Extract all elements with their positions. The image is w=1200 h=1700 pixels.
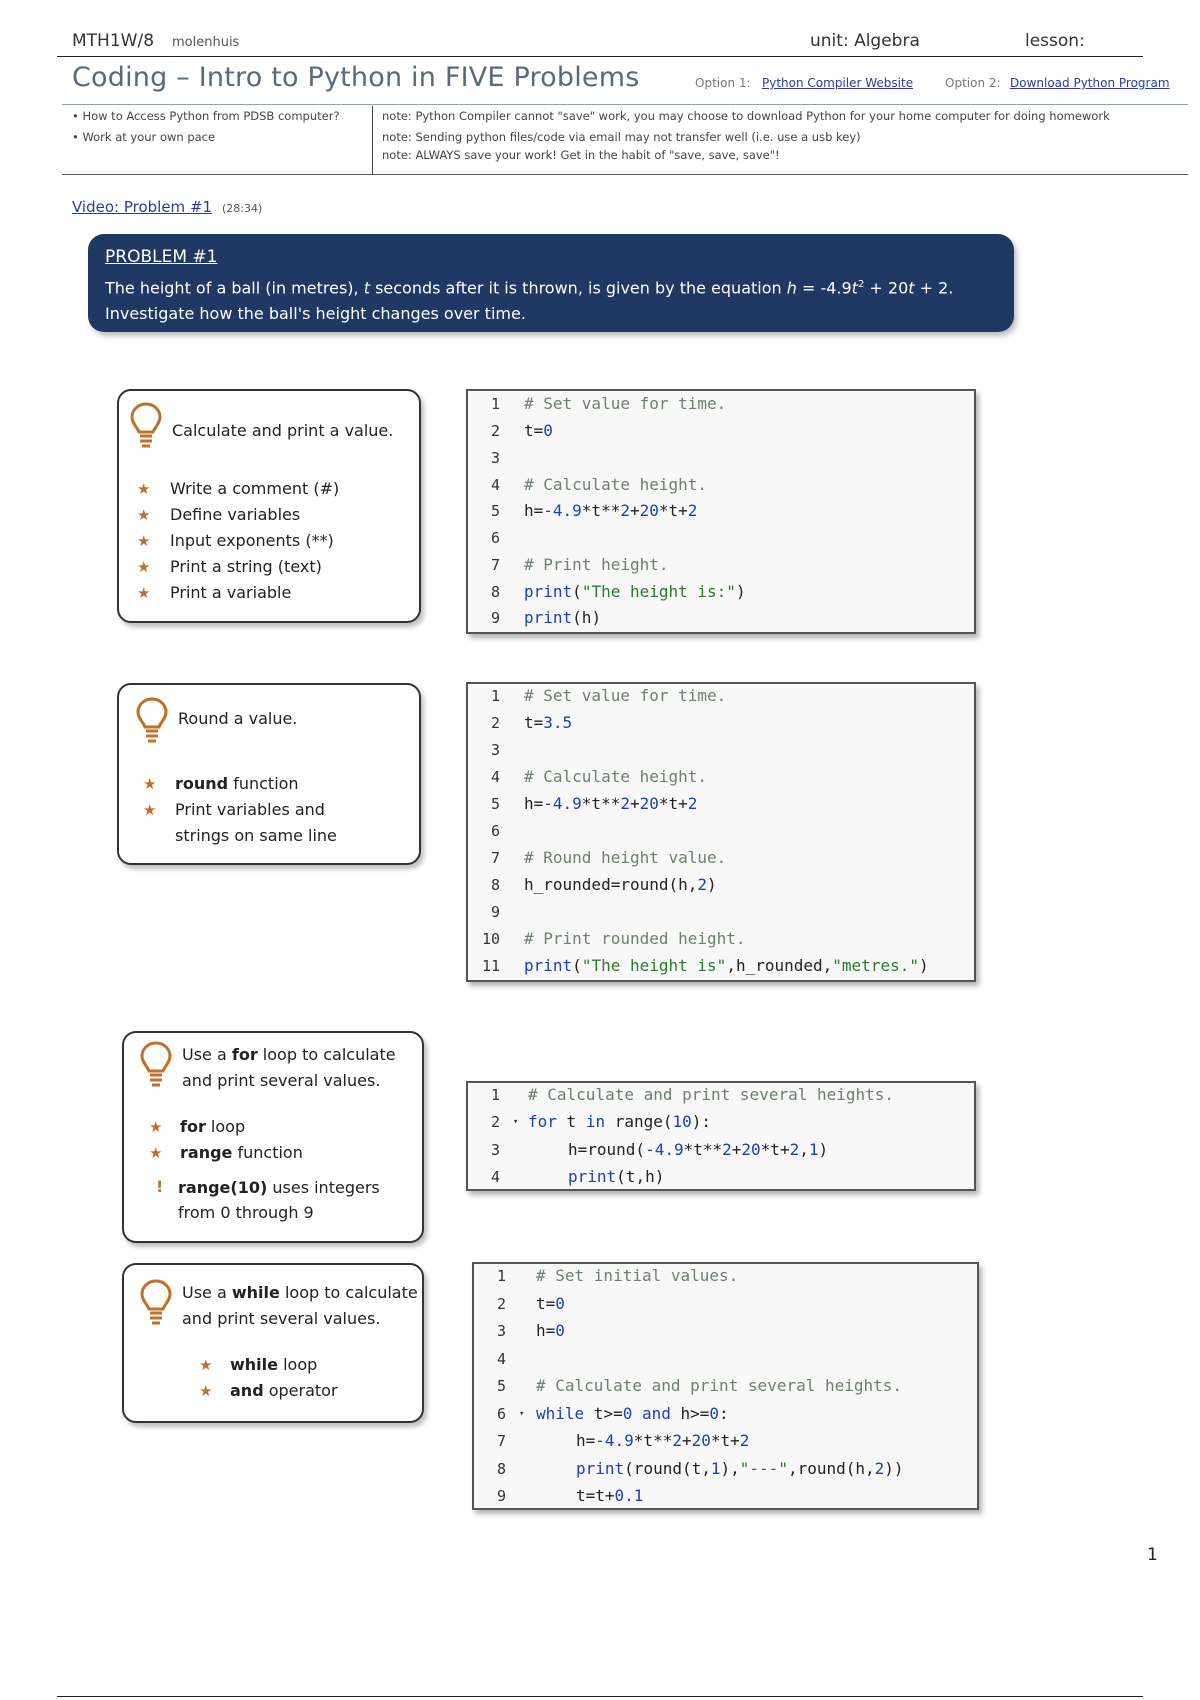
item-text: loop xyxy=(278,1355,318,1374)
var-h: h xyxy=(786,278,797,298)
code-token: 2 xyxy=(874,1459,885,1478)
code-token: t= xyxy=(524,713,544,732)
line-number: 4 xyxy=(496,1350,506,1368)
access-note: • How to Access Python from PDSB computer? xyxy=(72,109,340,123)
code-token: -4.9 xyxy=(595,1431,634,1450)
star-icon: ★ xyxy=(137,558,151,576)
tip1-item: Input exponents (**) xyxy=(170,531,334,550)
problem-statement xyxy=(105,272,1005,327)
tip4-heading-line1 xyxy=(182,1280,418,1306)
python-compiler-link[interactable]: Python Compiler Website xyxy=(762,76,914,90)
code-line xyxy=(568,1167,664,1186)
code-line xyxy=(576,1486,643,1505)
header-rule-bottom xyxy=(62,174,1188,175)
code-line xyxy=(576,1431,749,1450)
lightbulb-icon xyxy=(138,1278,174,1326)
code-token: *t+ xyxy=(658,501,688,520)
code-token: *t+ xyxy=(710,1431,740,1450)
line-number: 3 xyxy=(490,1141,500,1159)
code-block-1 xyxy=(466,389,976,634)
note-email: note: Sending python files/code via email may not transfer well (i.e. use a usb key) xyxy=(382,130,861,144)
item-text: function xyxy=(232,1143,303,1162)
code-token: 10 xyxy=(672,1112,692,1131)
code-token: ) xyxy=(735,582,746,601)
problem-text-d: + 20 xyxy=(864,278,909,298)
line-number: 9 xyxy=(490,903,500,921)
code-token: t>= xyxy=(584,1404,623,1423)
line-number: 5 xyxy=(490,795,500,813)
notes-divider xyxy=(372,106,373,174)
star-icon: ★ xyxy=(137,532,151,550)
code-token: , xyxy=(799,1140,809,1159)
problem-text-e: + 2. xyxy=(914,278,954,298)
item-text: loop xyxy=(205,1117,246,1136)
line-number: 1 xyxy=(490,1086,500,1104)
code-line xyxy=(528,1112,711,1131)
line-number: 9 xyxy=(490,609,500,627)
fold-arrow-icon[interactable]: ▾ xyxy=(519,1409,525,1419)
tip3-heading-line1 xyxy=(182,1042,396,1068)
code-token: 2 xyxy=(620,794,630,813)
keyword-and: and xyxy=(230,1381,264,1400)
line-number: 5 xyxy=(496,1377,506,1395)
code-line: # Calculate and print several heights. xyxy=(528,1085,895,1104)
code-token: 3.5 xyxy=(543,713,573,732)
code-token: ( xyxy=(572,582,582,601)
line-number: 1 xyxy=(490,395,500,413)
code-line xyxy=(536,1294,565,1313)
code-token: : xyxy=(719,1404,729,1423)
code-token: *t+ xyxy=(760,1140,790,1159)
keyword-while: while xyxy=(231,1283,280,1302)
heading-text: loop to calculate xyxy=(257,1045,396,1064)
tip2-heading: Round a value. xyxy=(178,709,298,728)
code-token: range( xyxy=(605,1112,673,1131)
code-line xyxy=(536,1321,565,1340)
fold-arrow-icon[interactable]: ▾ xyxy=(513,1117,519,1127)
code-token: h= xyxy=(536,1321,556,1340)
line-number: 9 xyxy=(496,1487,506,1505)
lesson-label: lesson: xyxy=(1025,31,1085,51)
tip3-heading-line2: and print several values. xyxy=(182,1071,381,1090)
code-token: "The height is:" xyxy=(581,582,736,601)
tip4-item-while xyxy=(230,1352,317,1378)
code-token: print xyxy=(524,608,573,627)
line-number: 2 xyxy=(490,422,500,440)
code-token: (t,h) xyxy=(616,1167,665,1186)
line-number: 7 xyxy=(490,849,500,867)
code-token: ) xyxy=(707,875,717,894)
code-token: t xyxy=(556,1112,586,1131)
line-number: 11 xyxy=(481,957,500,975)
var-t2: t xyxy=(851,278,858,298)
problem-text-c: = -4.9 xyxy=(796,278,852,298)
code-token: )) xyxy=(884,1459,904,1478)
line-number: 7 xyxy=(490,556,500,574)
code-token: print xyxy=(524,582,573,601)
code-token: h>= xyxy=(670,1404,710,1423)
line-number: 6 xyxy=(496,1405,506,1423)
line-number: 6 xyxy=(490,529,500,547)
line-number: 8 xyxy=(490,876,500,894)
star-icon: ★ xyxy=(137,584,151,602)
code-line xyxy=(576,1459,904,1478)
code-token: "The height is" xyxy=(581,956,727,975)
code-line: # Calculate height. xyxy=(524,767,708,786)
code-line: # Calculate and print several heights. xyxy=(536,1376,903,1395)
tip3-item-for xyxy=(180,1114,245,1140)
code-token: h_rounded=round(h, xyxy=(524,875,698,894)
code-token: + xyxy=(681,1431,692,1450)
line-number: 4 xyxy=(490,768,500,786)
warning-icon: ! xyxy=(156,1177,164,1196)
code-token: -4.9 xyxy=(543,794,582,813)
code-line xyxy=(524,713,572,732)
item-text: function xyxy=(228,774,299,793)
lightbulb-icon xyxy=(138,1040,174,1088)
code-block-3 xyxy=(466,1081,976,1191)
code-token: ( xyxy=(572,956,582,975)
code-token: + xyxy=(731,1140,742,1159)
unit-label: unit: Algebra xyxy=(810,31,920,51)
code-token: for xyxy=(528,1112,557,1131)
code-token: 20 xyxy=(639,794,659,813)
code-token: + xyxy=(629,794,640,813)
code-token: while xyxy=(536,1404,585,1423)
line-number: 3 xyxy=(496,1322,506,1340)
line-number: 7 xyxy=(496,1432,506,1450)
star-icon: ★ xyxy=(199,1382,213,1400)
line-number: 1 xyxy=(496,1267,506,1285)
keyword-while: while xyxy=(230,1355,278,1374)
tip2-item-round xyxy=(175,771,299,797)
line-number: 2 xyxy=(496,1295,506,1313)
course-code: MTH1W/8 xyxy=(72,31,155,51)
code-block-4 xyxy=(472,1262,979,1510)
code-token: t= xyxy=(536,1294,556,1313)
code-token: t=t+ xyxy=(576,1486,615,1505)
code-line xyxy=(568,1140,828,1159)
tip3-item-range xyxy=(180,1140,303,1166)
code-token: 0 xyxy=(622,1404,633,1423)
problem-text-a: The height of a ball (in metres), xyxy=(105,278,364,298)
option1-label: Option 1: xyxy=(695,76,751,90)
code-token: *t** xyxy=(581,501,621,520)
download-python-link[interactable]: Download Python Program xyxy=(1010,76,1170,90)
tip1-item: Print a variable xyxy=(170,583,292,602)
code-token: print xyxy=(576,1459,625,1478)
tip1-item: Print a string (text) xyxy=(170,557,322,576)
pace-note: • Work at your own pace xyxy=(72,130,216,144)
code-line: # Print rounded height. xyxy=(524,929,746,948)
code-token: 2 xyxy=(687,794,698,813)
code-token: *t** xyxy=(581,794,621,813)
code-token: h=round( xyxy=(568,1140,646,1159)
code-token: 0 xyxy=(543,421,553,440)
header-rule-mid xyxy=(62,104,1188,105)
code-token: ,h_rounded, xyxy=(726,956,833,975)
code-line xyxy=(524,582,746,601)
code-token: print xyxy=(524,956,573,975)
code-line: # Set value for time. xyxy=(524,686,727,705)
code-token: ) xyxy=(818,1140,829,1159)
code-token: 2 xyxy=(687,501,698,520)
tip4-heading-line2: and print several values. xyxy=(182,1309,381,1328)
tip2-item-print-line2: strings on same line xyxy=(175,826,337,845)
line-number: 10 xyxy=(481,930,500,948)
code-token: (round(t, xyxy=(624,1459,711,1478)
code-token: 2 xyxy=(739,1431,750,1450)
lightbulb-icon xyxy=(128,401,164,449)
code-token: h= xyxy=(524,794,544,813)
footer-rule xyxy=(57,1696,1143,1697)
star-icon: ★ xyxy=(137,506,151,524)
code-line: # Set initial values. xyxy=(536,1266,739,1285)
teacher-name: molenhuis xyxy=(172,35,240,50)
code-token: 1 xyxy=(808,1140,819,1159)
page-number: 1 xyxy=(1147,1545,1158,1565)
code-line xyxy=(524,794,697,813)
line-number: 4 xyxy=(490,476,500,494)
code-line xyxy=(524,956,929,975)
tip1-heading: Calculate and print a value. xyxy=(172,421,394,440)
line-number: 3 xyxy=(490,741,500,759)
problem-line2: Investigate how the ball's height changes over time. xyxy=(105,304,526,324)
keyword-round: round xyxy=(175,774,229,793)
line-number: 1 xyxy=(490,687,500,705)
code-token: *t** xyxy=(633,1431,673,1450)
code-token: 1 xyxy=(710,1459,721,1478)
heading-text: Use a xyxy=(182,1283,232,1302)
heading-text: loop to calculate xyxy=(279,1283,418,1302)
code-token: *t+ xyxy=(658,794,688,813)
tip4-item-and xyxy=(230,1378,338,1404)
item-text: uses integers xyxy=(267,1178,380,1197)
code-token: "metres." xyxy=(832,956,919,975)
video-link[interactable]: Video: Problem #1 xyxy=(72,198,213,216)
lightbulb-icon xyxy=(134,696,170,744)
code-token: 2 xyxy=(789,1140,800,1159)
code-token: and xyxy=(632,1404,671,1423)
video-duration: (28:34) xyxy=(222,202,263,215)
code-line xyxy=(536,1404,729,1423)
tip3-note-line1 xyxy=(178,1175,380,1201)
code-token: ,round(h, xyxy=(787,1459,875,1478)
code-token: 0.1 xyxy=(614,1486,644,1505)
code-token: 2 xyxy=(697,875,708,894)
keyword-range10: range(10) xyxy=(178,1178,268,1197)
code-token: 2 xyxy=(620,501,630,520)
note-compiler: note: Python Compiler cannot "save" work, you may choose to download Python for your home computer for doing homework xyxy=(382,109,1110,123)
code-token: 20 xyxy=(639,501,659,520)
code-line: # Print height. xyxy=(524,555,669,574)
tip1-item: Write a comment (#) xyxy=(170,479,340,498)
tip2-item-print-line1: Print variables and xyxy=(175,800,325,819)
problem-title: PROBLEM #1 xyxy=(105,247,218,267)
code-token: 0 xyxy=(709,1404,720,1423)
star-icon: ★ xyxy=(149,1144,163,1162)
code-token: ) xyxy=(918,956,929,975)
code-line: # Calculate height. xyxy=(524,475,708,494)
code-token: *t** xyxy=(683,1140,723,1159)
code-token: print xyxy=(568,1167,617,1186)
line-number: 2 xyxy=(490,714,500,732)
code-line xyxy=(524,608,601,627)
exponent: 2 xyxy=(857,279,865,290)
code-token: in xyxy=(585,1112,606,1131)
code-token: 0 xyxy=(555,1321,565,1340)
heading-text: Use a xyxy=(182,1045,232,1064)
line-number: 4 xyxy=(490,1168,500,1186)
star-icon: ★ xyxy=(149,1118,163,1136)
header-rule-top xyxy=(57,56,1143,57)
keyword-for: for xyxy=(231,1045,258,1064)
line-number: 8 xyxy=(490,583,500,601)
tip1-item: Define variables xyxy=(170,505,301,524)
tip3-note-line2: from 0 through 9 xyxy=(178,1203,314,1222)
option2-label: Option 2: xyxy=(945,76,1001,90)
note-save: note: ALWAYS save your work! Get in the habit of "save, save, save"! xyxy=(382,148,780,162)
code-token: -4.9 xyxy=(645,1140,684,1159)
star-icon: ★ xyxy=(137,480,151,498)
line-number: 6 xyxy=(490,822,500,840)
code-line: # Round height value. xyxy=(524,848,727,867)
code-token: 2 xyxy=(722,1140,732,1159)
keyword-for: for xyxy=(180,1117,206,1136)
code-line: # Set value for time. xyxy=(524,394,727,413)
code-token: 20 xyxy=(691,1431,711,1450)
code-token: + xyxy=(629,501,640,520)
code-token: 0 xyxy=(555,1294,565,1313)
line-number: 5 xyxy=(490,502,500,520)
code-token: "---" xyxy=(739,1459,788,1478)
code-token: 20 xyxy=(741,1140,761,1159)
code-line xyxy=(524,875,717,894)
problem-text-b: seconds after it is thrown, is given by the equation xyxy=(369,278,787,298)
item-text: operator xyxy=(263,1381,338,1400)
star-icon: ★ xyxy=(143,775,157,793)
code-token: -4.9 xyxy=(543,501,582,520)
code-line xyxy=(524,421,553,440)
code-token: ): xyxy=(691,1112,712,1131)
code-token: h= xyxy=(524,501,544,520)
var-t3: t xyxy=(908,278,915,298)
page-title: Coding – Intro to Python in FIVE Problems xyxy=(72,62,640,93)
var-t: t xyxy=(363,278,370,298)
star-icon: ★ xyxy=(143,801,157,819)
keyword-range: range xyxy=(180,1143,233,1162)
code-token: t= xyxy=(524,421,544,440)
code-token: (h) xyxy=(572,608,602,627)
line-number: 3 xyxy=(490,449,500,467)
line-number: 2 xyxy=(490,1113,500,1131)
code-token: ), xyxy=(720,1459,740,1478)
code-block-2 xyxy=(466,682,976,982)
code-token: 2 xyxy=(672,1431,682,1450)
code-line xyxy=(524,501,697,520)
line-number: 8 xyxy=(496,1460,506,1478)
code-token: h= xyxy=(576,1431,596,1450)
star-icon: ★ xyxy=(199,1356,213,1374)
